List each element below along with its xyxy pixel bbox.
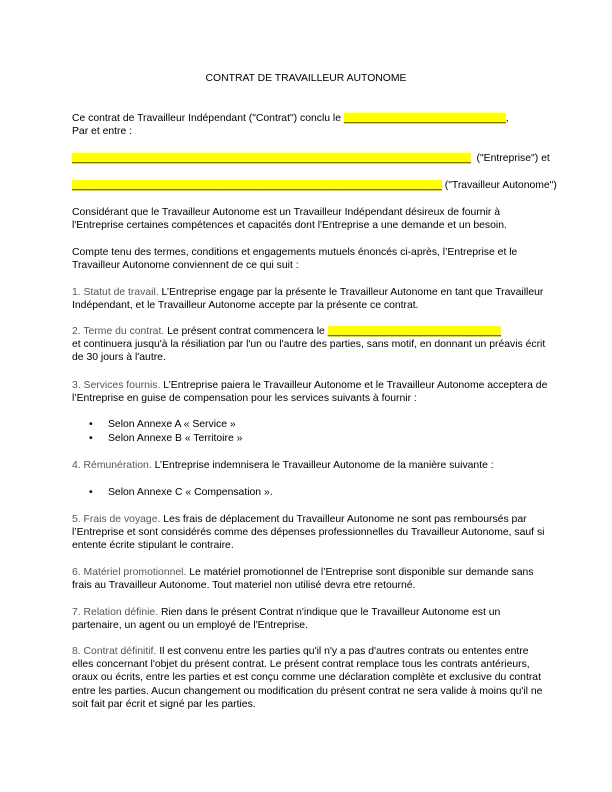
section-3-heading: 3. Services fournis. — [72, 380, 161, 391]
bullet-icon: • — [89, 433, 93, 444]
entreprise-line — [72, 152, 552, 165]
section-5 — [72, 513, 552, 553]
section-4 — [72, 459, 552, 472]
section-6-body: Le matériel promotionnel de l’Entreprise sont disponible sur demande sans frais au Travailleur Autonome. Tout materiel non utilisé devra etre retourné. — [72, 567, 534, 592]
section-7-body: Rien dans le présent Contrat n'indique que le Travailleur Autonome est un partenaire, un agent ou un employé de l'Entreprise. — [72, 607, 501, 632]
date-blank-field[interactable]: ____________________________ — [343, 113, 506, 124]
travailleur-label: ("Travailleur Autonome") — [444, 180, 557, 191]
travailleur-blank-field[interactable]: ________________________________________________________________ — [72, 180, 442, 191]
intro-paragraph — [72, 112, 552, 138]
section-3 — [72, 379, 552, 405]
list-item-text: Selon Annexe B « Territoire » — [108, 433, 243, 444]
section-8-heading: 8. Contrat définitif. — [72, 646, 157, 657]
section-2-body-b: et continuera jusqu'à la résiliation par l'un ou l'autre des parties, sans motif, en donnant un préavis écrit de 30 jours à l'autre. — [72, 339, 546, 364]
section-2-heading: 2. Terme du contrat. — [72, 326, 165, 337]
section-6 — [72, 566, 552, 592]
section-1-body: L’Entreprise engage par la présente le Travailleur Autonome en tant que Travailleur Indépendant, et le Travailleur Autonome accepte par la présente ce contrat. — [72, 287, 544, 312]
considerant-paragraph: Considérant que le Travailleur Autonome est un Travailleur Indépendant désireux de fournir à l'Entreprise certaines compétences et capacités dont l'Entreprise a une demande et un besoin. — [72, 207, 507, 232]
section-6-heading: 6. Matériel promotionnel. — [72, 567, 187, 578]
section-7 — [72, 606, 552, 632]
compte-tenu-paragraph: Compte tenu des termes, conditions et engagements mutuels énoncés ci-après, l’Entreprise et le Travailleur Autonome conviennent de ce qui suit : — [72, 247, 518, 272]
section-8 — [72, 645, 552, 711]
section-1 — [72, 286, 552, 312]
section-5-body: Les frais de déplacement du Travailleur Autonome ne sont pas remboursés par l’Entreprise et sont considérés comme des dépenses professionnelles du Travailleur Autonome, sauf si entente écrite stipulant le contraire. — [72, 514, 545, 552]
entreprise-blank-field[interactable]: _____________________________________________________________________ — [72, 153, 471, 164]
section-4-body: L’Entreprise indemnisera le Travailleur Autonome de la manière suivante : — [151, 460, 494, 471]
bullet-icon: • — [89, 419, 93, 430]
section-2 — [72, 325, 552, 365]
intro-text: Ce contrat de Travailleur Indépendant ("Contrat") conclu le — [72, 113, 344, 124]
start-date-blank-field[interactable]: ______________________________ — [327, 326, 502, 337]
section-7-heading: 7. Relation définie. — [72, 607, 159, 618]
travailleur-line — [72, 179, 557, 192]
list-item-text: Selon Annexe A « Service » — [108, 419, 236, 430]
section-4-heading: 4. Rémunération. — [72, 460, 152, 471]
intro-parties-text: Par et entre : — [72, 126, 133, 138]
entreprise-label: ("Entreprise") et — [476, 153, 550, 164]
page-title: CONTRAT DE TRAVAILLEUR AUTONOME — [205, 73, 407, 84]
section-5-heading: 5. Frais de voyage. — [72, 514, 161, 525]
section-2-body-a: Le présent contrat commencera le — [164, 326, 328, 337]
section-8-body: Il est convenu entre les parties qu'il n'y a pas d'autres contrats ou ententes entre elles concernant l'objet du présent contrat. Le présent contrat remplace tous les contrats antérieurs, oraux ou écrits, entre les parties et est conçu comme une déclaration complète et exclusive du contrat entre les parties. Aucun changement ou modification du présent contrat ne sera valide à moins qu'il ne soit fait par écrit et signé par les parties. — [72, 646, 543, 710]
intro-comma: , — [505, 113, 509, 124]
bullet-icon: • — [89, 487, 93, 498]
section-3-body: L’Entreprise paiera le Travailleur Autonome et le Travailleur Autonome acceptera de l’Entreprise en guise de compensation pour les services suivants à fournir : — [72, 380, 548, 405]
list-item-text: Selon Annexe C « Compensation ». — [108, 487, 273, 498]
section-1-heading: 1. Statut de travail. — [72, 287, 159, 298]
